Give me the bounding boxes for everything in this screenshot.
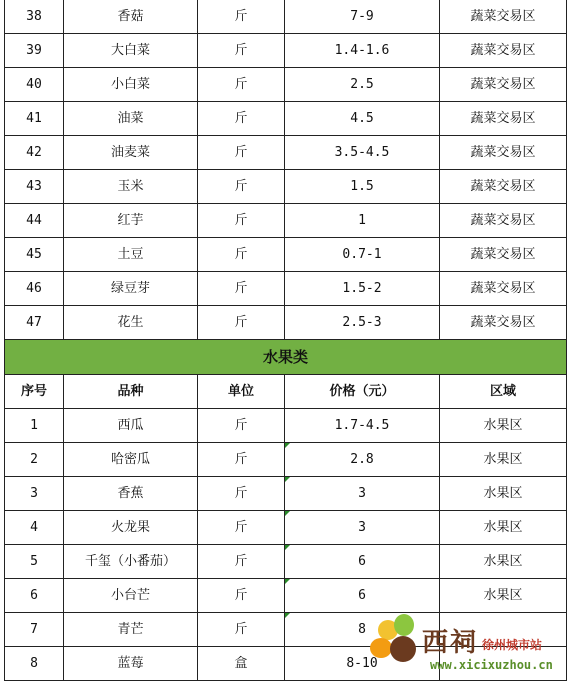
cell-no: 4 (5, 511, 64, 545)
cell-area: 蔬菜交易区 (440, 272, 567, 306)
cell-price: 8 (285, 613, 440, 647)
cell-unit: 斤 (198, 545, 285, 579)
cell-price: 3 (285, 477, 440, 511)
cell-unit: 斤 (198, 204, 285, 238)
cell-price: 0.7-1 (285, 238, 440, 272)
cell-unit: 斤 (198, 409, 285, 443)
table-row (5, 579, 567, 613)
cell-area: 蔬菜交易区 (440, 170, 567, 204)
table-row (5, 68, 567, 102)
header-unit: 单位 (198, 375, 285, 409)
cell-price: 1.5 (285, 170, 440, 204)
table-row (5, 34, 567, 68)
cell-name: 千玺（小番茄） (64, 545, 198, 579)
logo-leaf-icon (390, 636, 416, 662)
table-row (5, 511, 567, 545)
watermark-url: www.xicixuzhou.cn (430, 658, 553, 672)
table-row (5, 102, 567, 136)
table-row (5, 409, 567, 443)
cell-unit: 斤 (198, 579, 285, 613)
logo-leaf-icon (370, 638, 392, 658)
cell-area: 水果区 (440, 477, 567, 511)
cell-no: 5 (5, 545, 64, 579)
cell-no: 8 (5, 647, 64, 681)
table-row (5, 545, 567, 579)
price-table (4, 0, 567, 681)
cell-name: 油菜 (64, 102, 198, 136)
cell-price: 2.5-3 (285, 306, 440, 340)
table-row (5, 272, 567, 306)
cell-name: 小白菜 (64, 68, 198, 102)
cell-unit: 斤 (198, 170, 285, 204)
header-name: 品种 (64, 375, 198, 409)
cell-unit: 斤 (198, 613, 285, 647)
cell-area: 蔬菜交易区 (440, 34, 567, 68)
cell-unit: 斤 (198, 477, 285, 511)
cell-no: 47 (5, 306, 64, 340)
table-row (5, 204, 567, 238)
cell-price: 3 (285, 511, 440, 545)
cell-name: 哈密瓜 (64, 443, 198, 477)
cell-unit: 斤 (198, 443, 285, 477)
table-row (5, 443, 567, 477)
cell-unit: 斤 (198, 306, 285, 340)
cell-no: 38 (5, 0, 64, 34)
table-row (5, 0, 567, 34)
cell-name: 玉米 (64, 170, 198, 204)
cell-price: 7-9 (285, 0, 440, 34)
cell-price: 6 (285, 579, 440, 613)
cell-area: 蔬菜交易区 (440, 306, 567, 340)
cell-price: 8-10 (285, 647, 440, 681)
cell-no: 7 (5, 613, 64, 647)
cell-name: 小台芒 (64, 579, 198, 613)
cell-area: 蔬菜交易区 (440, 68, 567, 102)
cell-area: 蔬菜交易区 (440, 204, 567, 238)
cell-price: 2.8 (285, 443, 440, 477)
cell-no: 40 (5, 68, 64, 102)
cell-price: 3.5-4.5 (285, 136, 440, 170)
table-row (5, 477, 567, 511)
cell-no: 43 (5, 170, 64, 204)
cell-unit: 斤 (198, 102, 285, 136)
cell-no: 46 (5, 272, 64, 306)
cell-no: 1 (5, 409, 64, 443)
cell-name: 香蕉 (64, 477, 198, 511)
cell-unit: 斤 (198, 136, 285, 170)
cell-price: 1.4-1.6 (285, 34, 440, 68)
cell-no: 39 (5, 34, 64, 68)
cell-name: 绿豆芽 (64, 272, 198, 306)
cell-name: 红芋 (64, 204, 198, 238)
cell-unit: 斤 (198, 34, 285, 68)
cell-no: 2 (5, 443, 64, 477)
cell-name: 花生 (64, 306, 198, 340)
table-row (5, 136, 567, 170)
cell-area: 水果区 (440, 579, 567, 613)
table-row (5, 306, 567, 340)
cell-area: 水果区 (440, 511, 567, 545)
cell-unit: 斤 (198, 272, 285, 306)
cell-price: 4.5 (285, 102, 440, 136)
cell-unit: 斤 (198, 238, 285, 272)
cell-area: 蔬菜交易区 (440, 0, 567, 34)
cell-price: 1 (285, 204, 440, 238)
cell-price: 2.5 (285, 68, 440, 102)
cell-name: 香菇 (64, 0, 198, 34)
cell-area: 水果区 (440, 409, 567, 443)
cell-unit: 盒 (198, 647, 285, 681)
section-header-row (5, 340, 567, 375)
cell-price: 1.5-2 (285, 272, 440, 306)
cell-area: 水果区 (440, 443, 567, 477)
cell-no: 45 (5, 238, 64, 272)
cell-name: 蓝莓 (64, 647, 198, 681)
header-no: 序号 (5, 375, 64, 409)
cell-unit: 斤 (198, 68, 285, 102)
cell-no: 42 (5, 136, 64, 170)
cell-price: 6 (285, 545, 440, 579)
watermark-logo (370, 612, 570, 679)
cell-unit: 斤 (198, 511, 285, 545)
cell-no: 6 (5, 579, 64, 613)
cell-name: 油麦菜 (64, 136, 198, 170)
cell-area: 水果区 (440, 545, 567, 579)
cell-no: 3 (5, 477, 64, 511)
cell-name: 青芒 (64, 613, 198, 647)
cell-area: 蔬菜交易区 (440, 102, 567, 136)
cell-name: 西瓜 (64, 409, 198, 443)
logo-leaf-icon (394, 614, 414, 636)
cell-unit: 斤 (198, 0, 285, 34)
cell-area: 蔬菜交易区 (440, 136, 567, 170)
column-header-row (5, 375, 567, 409)
table-row (5, 170, 567, 204)
cell-name: 土豆 (64, 238, 198, 272)
watermark-site: 徐州城市站 (482, 638, 543, 652)
cell-name: 火龙果 (64, 511, 198, 545)
cell-area: 蔬菜交易区 (440, 238, 567, 272)
watermark-brand: 西祠 (422, 628, 479, 658)
cell-price: 1.7-4.5 (285, 409, 440, 443)
header-price: 价格（元） (285, 375, 440, 409)
cell-no: 44 (5, 204, 64, 238)
cell-no: 41 (5, 102, 64, 136)
table-row (5, 238, 567, 272)
cell-name: 大白菜 (64, 34, 198, 68)
header-area: 区域 (440, 375, 567, 409)
section-title: 水果类 (5, 340, 567, 375)
